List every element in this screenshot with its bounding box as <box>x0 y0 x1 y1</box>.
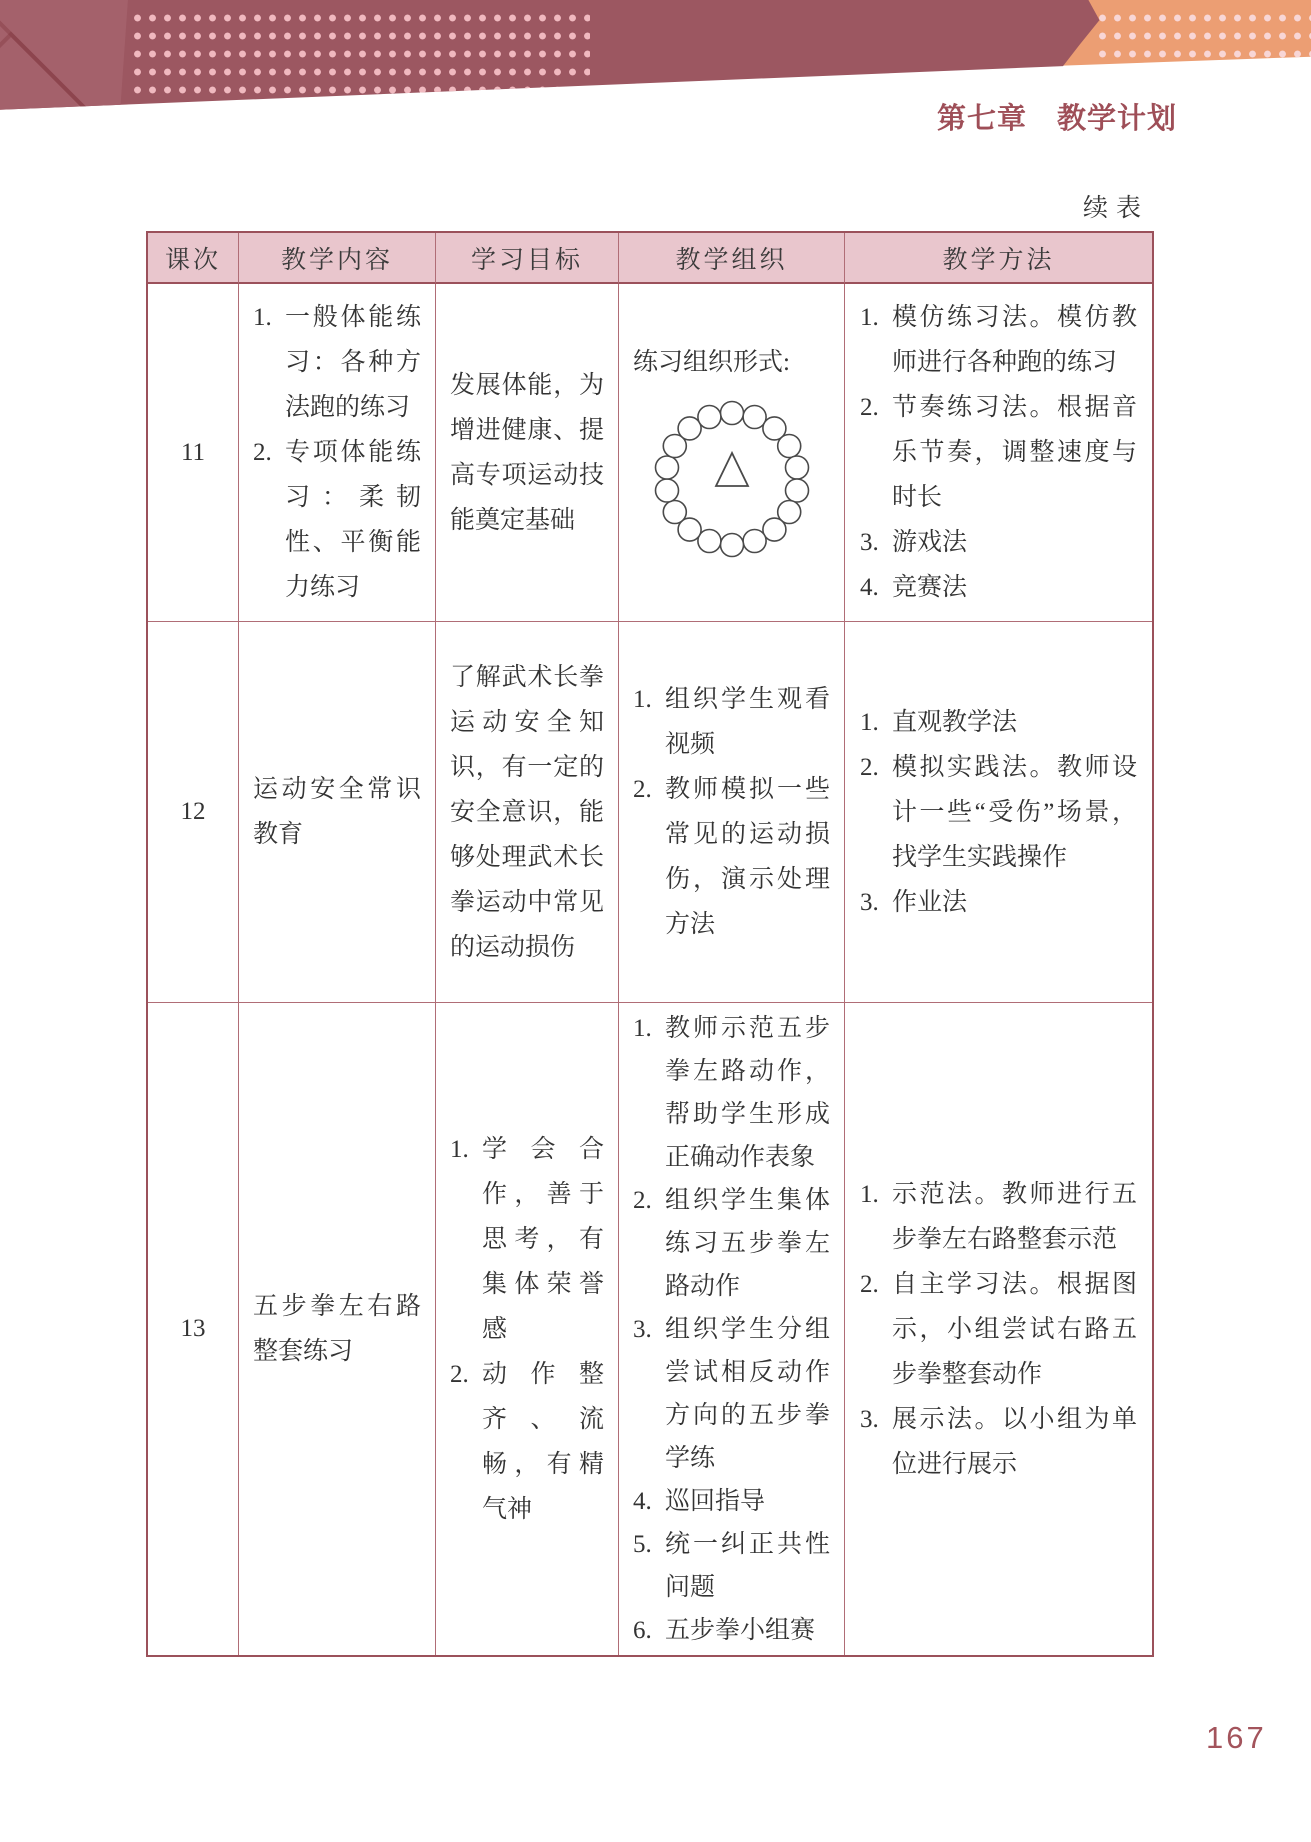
list-item <box>633 1609 830 1652</box>
student-circle-icon <box>785 456 808 479</box>
header-cell-lesson <box>148 233 239 284</box>
table-row-12-lesson <box>148 622 239 1003</box>
item-number: 2. <box>860 1270 879 1298</box>
item-text: 模拟实践法。教师设计一些“受伤”场景，找学生实践操作 <box>892 753 1137 871</box>
item-text: 教师示范五步拳左路动作，帮助学生形成正确动作表象 <box>665 1014 830 1171</box>
item-text: 模仿练习法。模仿教师进行各种跑的练习 <box>892 304 1137 376</box>
table-row-12-content <box>239 622 436 1003</box>
table-row-13-objectives <box>436 1003 619 1655</box>
list-item <box>633 1007 830 1179</box>
list-item <box>860 520 1137 565</box>
organization-list <box>633 1007 830 1652</box>
content-text: 五步拳左右路整套练习 <box>253 1293 421 1365</box>
item-number: 1. <box>633 686 652 713</box>
item-text: 教师模拟一些常见的运动损伤，演示处理方法 <box>665 776 830 938</box>
item-text: 学会合作，善于思考，有集体荣誉感 <box>482 1135 604 1343</box>
student-circle-icon <box>743 530 766 553</box>
item-number: 1. <box>860 708 879 736</box>
table-row-11-content <box>239 284 436 622</box>
students-circle-diagram <box>646 393 818 565</box>
header-cell-organization <box>619 233 845 284</box>
item-text: 组织学生分组尝试相反动作方向的五步拳学练 <box>665 1315 830 1472</box>
header-cell-objectives <box>436 233 619 284</box>
item-number: 5. <box>633 1530 652 1558</box>
column-title: 教学内容 <box>280 246 393 274</box>
teacher-triangle-icon <box>716 453 748 486</box>
methods-list <box>860 700 1137 925</box>
item-number: 1. <box>633 1014 652 1042</box>
list-item <box>633 1480 830 1523</box>
list-item <box>633 1179 830 1308</box>
column-title: 学习目标 <box>470 246 583 274</box>
item-text: 竞赛法 <box>892 574 968 601</box>
table-row-11-organization <box>619 284 845 622</box>
dot-pattern-right <box>1095 9 1311 61</box>
list-item <box>633 677 830 767</box>
list-item <box>450 1127 604 1352</box>
header-cell-methods <box>845 233 1152 284</box>
item-number: 2. <box>450 1360 469 1388</box>
column-title: 课次 <box>164 246 221 274</box>
table-row-12-objectives <box>436 622 619 1003</box>
student-circle-icon <box>655 456 678 479</box>
list-item <box>450 1352 604 1532</box>
item-text: 作业法 <box>892 888 968 916</box>
continued-table-label: 续表 <box>1083 195 1150 222</box>
student-circle-icon <box>720 402 743 425</box>
list-item <box>860 1172 1137 1262</box>
list-item <box>253 430 421 610</box>
objective-text: 发展体能，为增进健康、提高专项运动技能奠定基础 <box>450 371 604 534</box>
table-row-13-methods <box>845 1003 1152 1655</box>
item-text: 五步拳小组赛 <box>665 1616 816 1644</box>
list-item <box>633 767 830 947</box>
item-number: 1. <box>860 1180 879 1208</box>
item-text: 自主学习法。根据图示，小组尝试右路五步拳整套动作 <box>892 1270 1137 1388</box>
table-row-12-methods <box>845 622 1152 1003</box>
column-title: 教学组织 <box>675 246 788 274</box>
student-circle-icon <box>720 534 743 557</box>
list-item <box>860 700 1137 745</box>
item-number: 3. <box>860 888 879 916</box>
item-number: 3. <box>860 1405 879 1433</box>
item-number: 1. <box>253 304 272 331</box>
student-circle-icon <box>697 406 720 429</box>
item-number: 3. <box>633 1315 652 1343</box>
item-text: 统一纠正共性问题 <box>665 1530 830 1601</box>
item-number: 4. <box>860 574 879 601</box>
table-row-11-objectives <box>436 284 619 622</box>
item-number: 2. <box>860 394 879 421</box>
item-number: 4. <box>633 1487 652 1515</box>
item-text: 动作整齐、流畅，有精气神 <box>482 1360 604 1523</box>
table-row-13-content <box>239 1003 436 1655</box>
item-number: 1. <box>860 304 879 331</box>
item-text: 节奏练习法。根据音乐节奏，调整速度与时长 <box>892 394 1137 511</box>
student-circle-icon <box>663 501 686 524</box>
item-text: 专项体能练习：柔韧性、平衡能力练习 <box>285 439 421 601</box>
item-text: 游戏法 <box>892 529 968 556</box>
teaching-plan-table <box>146 231 1154 1657</box>
lesson-number: 12 <box>180 798 206 825</box>
item-text: 直观教学法 <box>892 708 1018 736</box>
item-text: 巡回指导 <box>665 1487 766 1515</box>
content-list <box>253 295 421 610</box>
list-item <box>633 1308 830 1480</box>
table-row-13-lesson <box>148 1003 239 1655</box>
item-number: 2. <box>253 439 272 466</box>
list-item <box>860 295 1137 385</box>
list-item <box>860 1397 1137 1487</box>
item-text: 组织学生观看视频 <box>665 686 830 758</box>
header-cell-content <box>239 233 436 284</box>
organization-form-label: 练习组织形式: <box>633 349 790 376</box>
item-number: 2. <box>633 776 652 803</box>
item-number: 1. <box>450 1135 469 1163</box>
objectives-list <box>450 1127 604 1532</box>
list-item <box>860 745 1137 880</box>
student-circle-icon <box>655 479 678 502</box>
list-item <box>860 385 1137 520</box>
lesson-number: 11 <box>180 438 206 466</box>
item-text: 组织学生集体练习五步拳左路动作 <box>665 1186 830 1300</box>
item-number: 3. <box>860 529 879 556</box>
column-title: 教学方法 <box>942 246 1055 274</box>
student-circle-icon <box>785 479 808 502</box>
item-text: 展示法。以小组为单位进行展示 <box>892 1405 1137 1478</box>
list-item <box>633 1523 830 1609</box>
list-item <box>860 1262 1137 1397</box>
chapter-header: 第七章 教学计划 <box>937 103 1178 135</box>
item-text: 示范法。教师进行五步拳左右路整套示范 <box>892 1180 1137 1253</box>
methods-list <box>860 1172 1137 1487</box>
content-text: 运动安全常识教育 <box>253 776 421 848</box>
organization-list <box>633 677 830 947</box>
item-text: 一般体能练习：各种方法跑的练习 <box>285 304 421 421</box>
item-number: 2. <box>860 753 879 781</box>
student-circle-icon <box>777 435 800 458</box>
list-item <box>860 880 1137 925</box>
lesson-number: 13 <box>180 1315 206 1342</box>
page-number: 167 <box>1206 1720 1267 1755</box>
dot-pattern-left <box>130 9 590 97</box>
table-row-11-methods <box>845 284 1152 622</box>
objective-text: 了解武术长拳运动安全知识，有一定的安全意识，能够处理武术长拳运动中常见的运动损伤 <box>450 663 604 961</box>
table-row-11-lesson <box>148 284 239 622</box>
table-row-13-organization <box>619 1003 845 1655</box>
list-item <box>253 295 421 430</box>
list-item <box>860 565 1137 610</box>
methods-list <box>860 295 1137 610</box>
table-row-12-organization <box>619 622 845 1003</box>
item-number: 2. <box>633 1186 652 1214</box>
item-number: 6. <box>633 1616 652 1644</box>
